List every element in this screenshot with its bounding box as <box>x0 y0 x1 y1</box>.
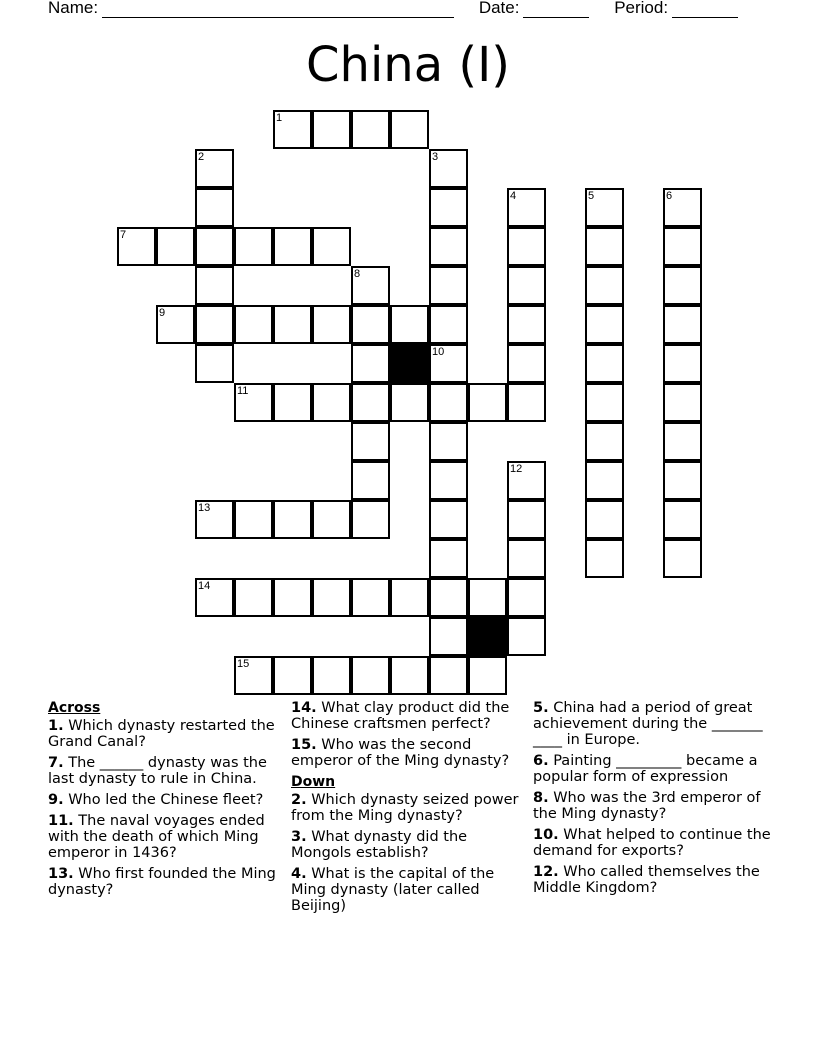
crossword-cell[interactable] <box>195 344 234 383</box>
crossword-cell[interactable] <box>195 578 234 617</box>
clue-number-label: 8. <box>533 790 549 806</box>
crossword-cell[interactable] <box>273 110 312 149</box>
clues-column-1 <box>48 700 284 903</box>
crossword-cell[interactable] <box>507 227 546 266</box>
crossword-cell[interactable] <box>507 539 546 578</box>
clue-text: Who was the second emperor of the Ming dynasty? <box>291 737 510 769</box>
clue-text: Who was the 3rd emperor of the Ming dynasty? <box>533 790 761 822</box>
clue-number: 4 <box>510 190 517 202</box>
crossword-cell[interactable] <box>234 383 273 422</box>
name-blank[interactable] <box>102 0 454 18</box>
crossword-cell[interactable] <box>117 227 156 266</box>
clue-number-label: 11. <box>48 813 74 829</box>
crossword-cell[interactable] <box>585 500 624 539</box>
crossword-cell[interactable] <box>390 578 429 617</box>
crossword-cell[interactable] <box>585 227 624 266</box>
crossword-cell[interactable] <box>390 383 429 422</box>
clue-number-label: 3. <box>291 829 307 845</box>
crossword-black-cell <box>390 344 429 383</box>
clue-item <box>291 829 527 861</box>
clue-text: What helped to continue the demand for exports? <box>533 827 771 859</box>
crossword-cell[interactable] <box>273 656 312 695</box>
crossword-cell[interactable] <box>585 305 624 344</box>
clue-number: 14 <box>198 580 211 592</box>
clue-number: 2 <box>198 151 205 163</box>
crossword-cell[interactable] <box>351 266 390 305</box>
clue-text: Who led the Chinese fleet? <box>63 792 264 808</box>
crossword-cell[interactable] <box>429 344 468 383</box>
crossword-cell[interactable] <box>468 383 507 422</box>
clue-number-label: 7. <box>48 755 64 771</box>
crossword-cell[interactable] <box>585 266 624 305</box>
clue-number-label: 2. <box>291 792 307 808</box>
clue-number-label: 6. <box>533 753 549 769</box>
crossword-cell[interactable] <box>351 656 390 695</box>
clue-item <box>48 866 284 898</box>
crossword-cell[interactable] <box>234 500 273 539</box>
date-label: Date: <box>478 0 520 17</box>
crossword-cell[interactable] <box>351 344 390 383</box>
crossword-cell[interactable] <box>663 422 702 461</box>
crossword-cell[interactable] <box>195 149 234 188</box>
clue-number: 12 <box>510 463 523 475</box>
crossword-cell[interactable] <box>312 305 351 344</box>
crossword-cell[interactable] <box>585 461 624 500</box>
crossword-cell[interactable] <box>507 188 546 227</box>
crossword-cell[interactable] <box>429 266 468 305</box>
clue-text: Which dynasty restarted the Grand Canal? <box>48 718 275 750</box>
clue-item <box>533 827 773 859</box>
crossword-cell[interactable] <box>663 383 702 422</box>
crossword-cell[interactable] <box>429 383 468 422</box>
crossword-cell[interactable] <box>429 578 468 617</box>
period-blank[interactable] <box>672 0 738 18</box>
crossword-cell[interactable] <box>429 617 468 656</box>
crossword-cell[interactable] <box>663 227 702 266</box>
crossword-cell[interactable] <box>429 422 468 461</box>
crossword-cell[interactable] <box>195 500 234 539</box>
crossword-cell[interactable] <box>585 344 624 383</box>
clue-number: 9 <box>159 307 166 319</box>
crossword-cell[interactable] <box>507 617 546 656</box>
crossword-cell[interactable] <box>273 500 312 539</box>
crossword-cell[interactable] <box>351 422 390 461</box>
clue-item <box>291 737 527 769</box>
clue-item <box>291 866 527 914</box>
clue-item <box>48 813 284 861</box>
crossword-cell[interactable] <box>507 578 546 617</box>
crossword-cell[interactable] <box>663 266 702 305</box>
crossword-cell[interactable] <box>312 500 351 539</box>
crossword-cell[interactable] <box>312 383 351 422</box>
crossword-cell[interactable] <box>156 227 195 266</box>
clue-item <box>533 700 773 748</box>
clue-number-label: 13. <box>48 866 74 882</box>
crossword-cell[interactable] <box>585 188 624 227</box>
clue-number-label: 5. <box>533 700 549 716</box>
crossword-cell[interactable] <box>507 344 546 383</box>
crossword-cell[interactable] <box>351 461 390 500</box>
crossword-cell[interactable] <box>663 305 702 344</box>
clue-number: 6 <box>666 190 673 202</box>
crossword-cell[interactable] <box>429 500 468 539</box>
crossword-cell[interactable] <box>429 227 468 266</box>
clue-number: 1 <box>276 112 283 124</box>
crossword-cell[interactable] <box>663 539 702 578</box>
crossword-cell[interactable] <box>585 422 624 461</box>
clue-number-label: 1. <box>48 718 64 734</box>
clues-column-3 <box>533 700 773 901</box>
crossword-cell[interactable] <box>312 110 351 149</box>
clue-number-label: 12. <box>533 864 559 880</box>
crossword-cell[interactable] <box>390 110 429 149</box>
crossword-cell[interactable] <box>429 656 468 695</box>
clue-item <box>48 792 284 808</box>
crossword-cell[interactable] <box>429 188 468 227</box>
period-label: Period: <box>614 0 669 17</box>
crossword-cell[interactable] <box>429 149 468 188</box>
clue-number: 13 <box>198 502 211 514</box>
crossword-cell[interactable] <box>312 578 351 617</box>
clue-item <box>48 755 284 787</box>
clue-item <box>291 700 527 732</box>
clue-item <box>48 718 284 750</box>
crossword-cell[interactable] <box>234 227 273 266</box>
crossword-cell[interactable] <box>663 344 702 383</box>
clue-text: What is the capital of the Ming dynasty (later called Beijing) <box>291 866 495 914</box>
crossword-cell[interactable] <box>468 656 507 695</box>
clue-number-label: 14. <box>291 700 317 716</box>
crossword-cell[interactable] <box>390 305 429 344</box>
clue-text: Who first founded the Ming dynasty? <box>48 866 276 898</box>
crossword-cell[interactable] <box>429 461 468 500</box>
crossword-cell[interactable] <box>156 305 195 344</box>
crossword-cell[interactable] <box>273 227 312 266</box>
clue-item <box>533 864 773 896</box>
date-blank[interactable] <box>523 0 589 18</box>
page-title: China (I) <box>306 37 510 93</box>
crossword-cell[interactable] <box>351 110 390 149</box>
crossword-cell[interactable] <box>663 461 702 500</box>
clue-number-label: 10. <box>533 827 559 843</box>
clue-text: What clay product did the Chinese craftsmen perfect? <box>291 700 510 732</box>
crossword-cell[interactable] <box>390 656 429 695</box>
clue-number-label: 15. <box>291 737 317 753</box>
crossword-cell[interactable] <box>351 578 390 617</box>
clue-text: Painting _________ became a popular form of expression <box>533 753 758 785</box>
crossword-cell[interactable] <box>507 461 546 500</box>
crossword-cell[interactable] <box>195 266 234 305</box>
clue-item <box>533 753 773 785</box>
clue-text: The naval voyages ended with the death of which Ming emperor in 1436? <box>48 813 265 861</box>
crossword-cell[interactable] <box>195 227 234 266</box>
crossword-cell[interactable] <box>585 539 624 578</box>
crossword-cell[interactable] <box>234 578 273 617</box>
name-label: Name: <box>48 0 99 17</box>
crossword-cell[interactable] <box>195 305 234 344</box>
crossword-cell[interactable] <box>507 266 546 305</box>
clue-number: 8 <box>354 268 361 280</box>
crossword-cell[interactable] <box>234 656 273 695</box>
clue-number: 3 <box>432 151 439 163</box>
crossword-cell[interactable] <box>663 500 702 539</box>
crossword-cell[interactable] <box>351 383 390 422</box>
crossword-cell[interactable] <box>273 383 312 422</box>
crossword-cell[interactable] <box>585 383 624 422</box>
clue-text: China had a period of great achievement during the _______ ____ in Europe. <box>533 700 763 748</box>
clue-number: 15 <box>237 658 250 670</box>
crossword-cell[interactable] <box>273 305 312 344</box>
clue-number: 5 <box>588 190 595 202</box>
clue-item <box>291 792 527 824</box>
crossword-cell[interactable] <box>507 305 546 344</box>
clue-number: 7 <box>120 229 127 241</box>
crossword-cell[interactable] <box>507 383 546 422</box>
crossword-black-cell <box>468 617 507 656</box>
clue-text: The ______ dynasty was the last dynasty to rule in China. <box>48 755 267 787</box>
clue-number-label: 4. <box>291 866 307 882</box>
crossword-cell[interactable] <box>507 500 546 539</box>
down-heading: Down <box>291 774 336 790</box>
clue-number: 11 <box>237 385 249 397</box>
clue-number: 10 <box>432 346 445 358</box>
crossword-cell[interactable] <box>312 227 351 266</box>
crossword-cell[interactable] <box>429 539 468 578</box>
crossword-cell[interactable] <box>351 305 390 344</box>
crossword-cell[interactable] <box>468 578 507 617</box>
clues-column-2 <box>291 700 527 919</box>
clue-text: What dynasty did the Mongols establish? <box>291 829 468 861</box>
crossword-cell[interactable] <box>663 188 702 227</box>
crossword-cell[interactable] <box>195 188 234 227</box>
crossword-cell[interactable] <box>234 305 273 344</box>
crossword-cell[interactable] <box>273 578 312 617</box>
clue-text: Who called themselves the Middle Kingdom? <box>533 864 760 896</box>
clue-number-label: 9. <box>48 792 64 808</box>
clue-text: Which dynasty seized power from the Ming dynasty? <box>291 792 519 824</box>
student-info-header <box>48 0 738 18</box>
clue-item <box>533 790 773 822</box>
crossword-cell[interactable] <box>429 305 468 344</box>
crossword-cell[interactable] <box>312 656 351 695</box>
across-heading: Across <box>48 700 101 716</box>
crossword-cell[interactable] <box>351 500 390 539</box>
